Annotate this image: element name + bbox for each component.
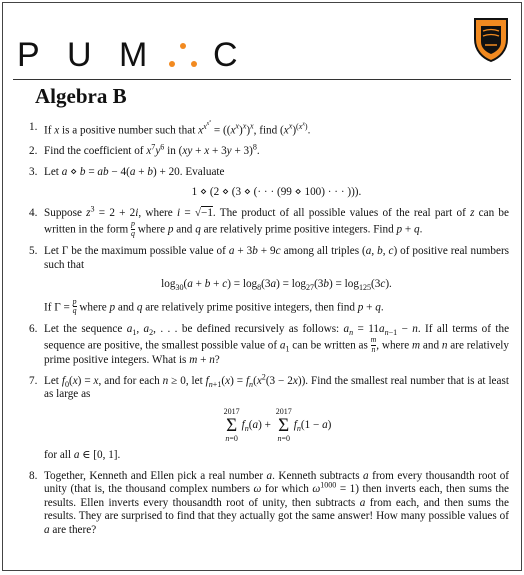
problem-3: 3. Let a ⋄ b = ab − 4(a + b) + 20. Evaluate 1 ⋄ (2 ⋄ (3 ⋄ (· · · (99 ⋄ 100) · · · ))). [29, 166, 362, 198]
problem-list [19, 118, 510, 545]
problem-2: 2. Find the coefficient of $x^7y^6$ in (xy + x + 3y + 3)$^8$. [29, 142, 260, 158]
problem-5: 5. Let Γ be the maximum possible value of a + 3b + 9c among all triples (a, b, c) of positive real numbers such that $\log_{30}(a + b + c) = \log_8(3a) = \log_{27}(3b) = \log_{125}(3c)$. If Γ = $\frac{p}{q}$ where p and q are relatively prime positive integers, then find p + q. [29, 245, 510, 316]
problem-1: 1. If x is a positive number such that $x^{x^{x^x}} = ((x^x)^x)^x$, find $(x^x)^{(x^x)}$. [29, 118, 311, 137]
logo-letter-m: M [119, 36, 148, 74]
problem-sheet [2, 2, 522, 571]
logo-letter-c: C [213, 36, 238, 74]
problem-8: 8. Together, Kenneth and Ellen pick a real number a. Kenneth subtracts a from every thousandth root of unity (that is, the thousand complex numbers ω for which $\omega^{1000} = 1$) then inverts each, then sums the results. Ellen inverts every thousandth root of unity, then subtracts a from each, and then sums the results. They are surprised to find that they actually got the same answer! How many possible values of a are there? [29, 469, 510, 536]
logo-letter-u: U [67, 36, 92, 74]
princeton-crest-icon [473, 17, 509, 63]
problem-6: 6. Let the sequence $a_1$, $a_2$, . . . be defined recursively as follows: $a_n = 11a_{n-1} - n$. If all terms of the sequence are positive, the smallest possible value of $a_1$ can be written as $\frac{m}{n}$ , where m and n are relatively prime positive integers. What is m + n? [29, 322, 510, 366]
page-title: Algebra B [35, 84, 127, 108]
logo-letter-p: P [17, 36, 40, 74]
logo-dots-icon [167, 41, 199, 71]
problem-7: 7. Let $f_0(x) = x$, and for each n ≥ 0, let $f_{n+1}(x) = f_n(x^2(3 - 2x))$. Find the smallest real number that is at least as large as 2017 Σ n=0 $f_n(a)$ + 2017 Σ n=0 $f_n(1 - a)$ for all a ∈ [0, 1]. [29, 372, 509, 461]
header-divider [13, 79, 511, 80]
problem-4: 4. Suppose $z^3 = 2 + 2i$, where i = √−1. The product of all possible values of the real part of z can be written in the form $\frac{p}{q}$ where p and q are relatively prime positive integers. Find p + q. [29, 204, 509, 238]
